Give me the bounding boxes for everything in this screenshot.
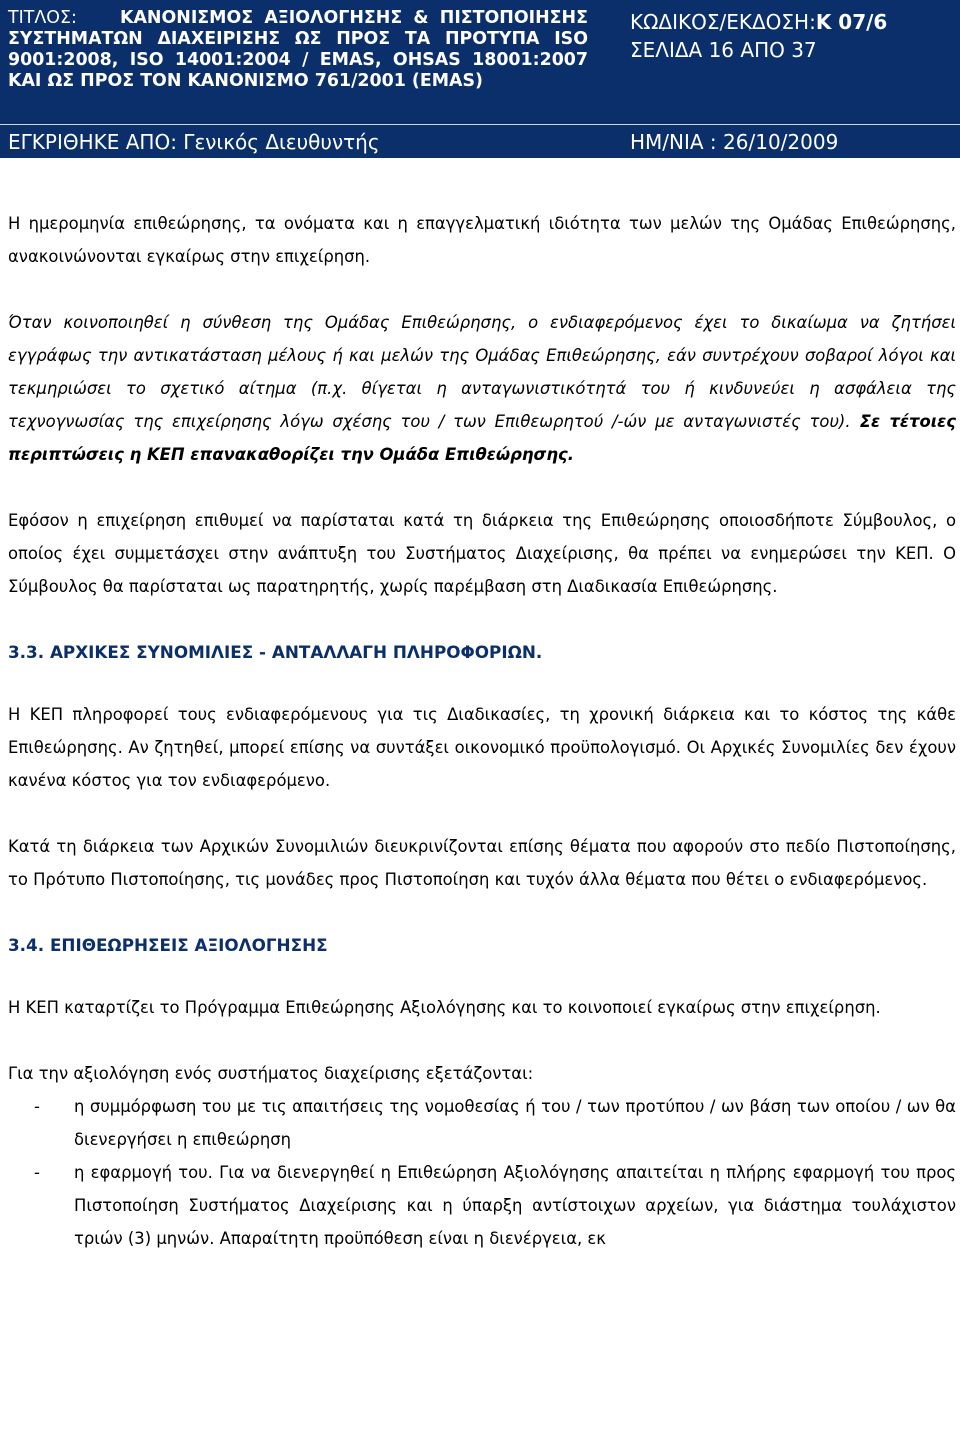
list-item <box>8 1090 956 1156</box>
paragraph-inspection-date: Η ημερομηνία επιθεώρησης, τα ονόματα και η επαγγελματική ιδιότητα των μελών της Ομάδας Επιθεώρησης, ανακοινώνονται εγκαίρως στην επιχείρηση. <box>8 214 956 266</box>
list-dash: - <box>34 1163 40 1182</box>
paragraph-inspection-program: Η ΚΕΠ καταρτίζει το Πρόγραμμα Επιθεώρησης Αξιολόγησης και το κοινοποιεί εγκαίρως στην επιχείρηση. <box>8 998 881 1017</box>
list-item <box>8 1156 956 1255</box>
page-number: ΣΕΛΙΔΑ 16 ΑΠΟ 37 <box>630 38 817 62</box>
paragraph-clarifications: Κατά τη διάρκεια των Αρχικών Συνομιλιών διευκρινίζονται επίσης θέματα που αφορούν στο πεδίο Πιστοποίησης, το Πρότυπο Πιστοποίησης, τις μονάδες προς Πιστοποίηση και τυχόν άλλα θέματα που θέτει ο ενδιαφερόμενος. <box>8 837 956 889</box>
paragraph-team-replacement <box>8 306 956 471</box>
list-item-text: η συμμόρφωση του με τις απαιτήσεις της νομοθεσίας ή του / των προτύπου / ων βάση των οποίου / ων θα διενεργήσει η επιθεώρηση <box>74 1097 956 1149</box>
code-label: ΚΩΔΙΚΟΣ/ΕΚΔΟΣΗ: <box>630 10 816 34</box>
header-approval-row <box>0 124 960 159</box>
section-heading-3-3: 3.3. ΑΡΧΙΚΕΣ ΣΥΝΟΜΙΛΙΕΣ - ΑΝΤΑΛΛΑΓΗ ΠΛΗΡΟΦΟΡΙΩΝ. <box>8 642 543 662</box>
document-header <box>0 0 960 158</box>
title-label: ΤΙΤΛΟΣ: <box>8 8 77 28</box>
list-dash: - <box>34 1097 40 1116</box>
evaluation-criteria-list <box>8 1090 956 1255</box>
paragraph-initial-talks: Η ΚΕΠ πληροφορεί τους ενδιαφερόμενους για τις Διαδικασίες, τη χρονική διάρκεια και το κόστος της κάθε Επιθεώρησης. Αν ζητηθεί, μπορεί επίσης να συντάξει οικονομικό προϋπολογισμό. Οι Αρχικές Συνομιλίες δεν έχουν κανένα κόστος για τον ενδιαφερόμενο. <box>8 705 956 790</box>
header-code-block <box>630 8 960 64</box>
paragraph-consultant: Εφόσον η επιχείρηση επιθυμεί να παρίσταται κατά τη διάρκεια της Επιθεώρησης οποιοσδήποτε Σύμβουλος, ο οποίος έχει συμμετάσχει στην ανάπτυξη του Συστήματος Διαχείρισης, θα πρέπει να ενημερώσει την ΚΕΠ. Ο Σύμβουλος θα παρίσταται ως παρατηρητής, χωρίς παρέμβαση στη Διαδικασία Επιθεώρησης. <box>8 511 956 596</box>
team-replacement-text: Όταν κοινοποιηθεί η σύνθεση της Ομάδας Επιθεώρησης, ο ενδιαφερόμενος έχει το δικαίωμα να ζητήσει εγγράφως την αντικατάσταση μέλους ή και μελών της Ομάδας Επιθεώρησης, εάν συντρέχουν σοβαροί λόγοι και τεκμηριώσει το σχετικό αίτημα (π.χ. θίγεται η ανταγωνιστικότητά του ή κινδυνεύει η ασφάλεια της τεχνογνωσίας της επιχείρησης λόγω σχέσης του / των Επιθεωρητού /-ών με ανταγωνιστές του). <box>8 313 956 431</box>
list-item-text: η εφαρμογή του. Για να διενεργηθεί η Επιθεώρηση Αξιολόγησης απαιτείται η πλήρης εφαρμογή του προς Πιστοποίηση Συστήματος Διαχείρισης και η ύπαρξη αντίστοιχων αρχείων, για διάστημα τουλάχιστον τριών (3) μηνών. Απαραίτητη προϋπόθεση είναι η διενέργεια, εκ <box>74 1163 956 1248</box>
document-body <box>8 207 956 1255</box>
paragraph-evaluation-intro: Για την αξιολόγηση ενός συστήματος διαχείρισης εξετάζονται: <box>8 1064 534 1083</box>
section-heading-3-4: 3.4. ΕΠΙΘΕΩΡΗΣΕΙΣ ΑΞΙΟΛΟΓΗΣΗΣ <box>8 935 328 955</box>
code-value: Κ 07/6 <box>815 10 888 34</box>
document-title: ΚΑΝΟΝΙΣΜΟΣ ΑΞΙΟΛΟΓΗΣΗΣ & ΠΙΣΤΟΠΟΙΗΣΗΣ ΣΥΣΤΗΜΑΤΩΝ ΔΙΑΧΕΙΡΙΣΗΣ ΩΣ ΠΡΟΣ ΤΑ ΠΡΟΤΥΠΑ ISO 9001:2008, ISO 14001:2004 / EMAS, OHSAS 18001:2007 ΚΑΙ ΩΣ ΠΡΟΣ ΤΟΝ ΚΑΝΟΝΙΣΜΟ 761/2001 (EMAS) <box>8 8 588 91</box>
approved-by: ΕΓΚΡΙΘΗΚΕ ΑΠΟ: Γενικός Διευθυντής <box>8 130 380 154</box>
team-replacement-emphasis: Σε τέτοιες περιπτώσεις η ΚΕΠ επανακαθορίζει την Ομάδα Επιθεώρησης. <box>8 412 956 464</box>
code-line <box>630 8 960 36</box>
header-title-block <box>8 8 588 92</box>
approval-date: ΗΜ/ΝΙΑ : 26/10/2009 <box>630 130 839 154</box>
